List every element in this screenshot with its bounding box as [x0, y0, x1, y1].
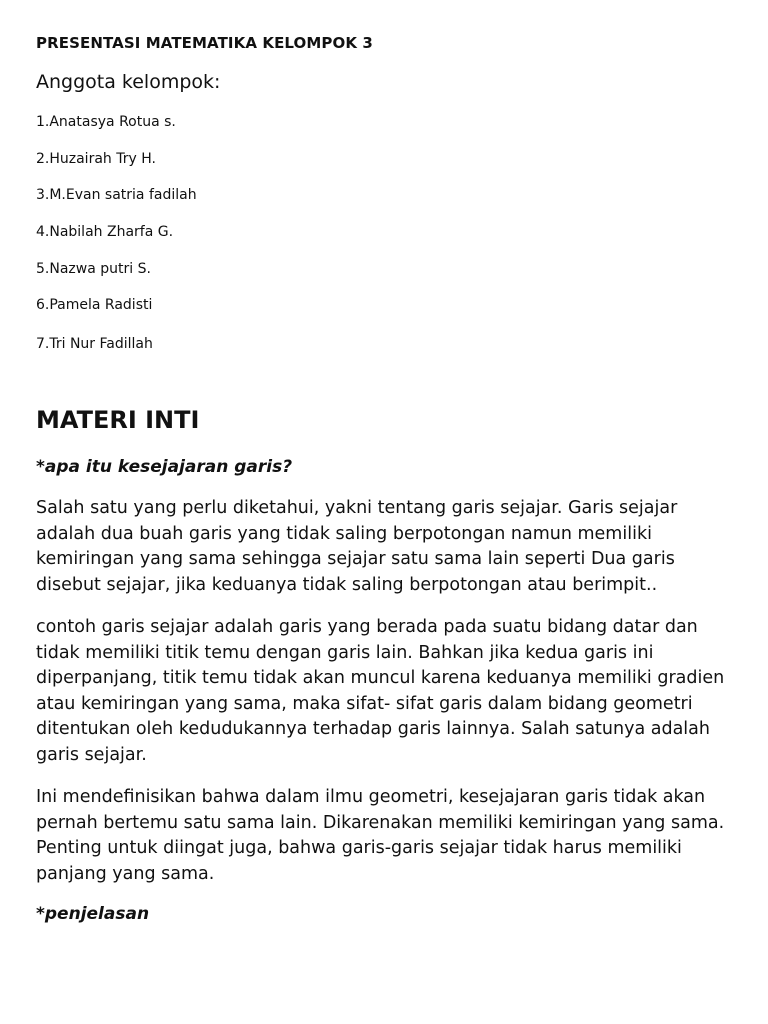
member-item: 7.Tri Nur Fadillah: [36, 336, 153, 352]
paragraph: contoh garis sejajar adalah garis yang berada pada suatu bidang datar dan tidak memiliki titik temu dengan garis lain. Bahkan jika kedua garis ini diperpanjang, titik temu tidak akan muncul karena keduanya memiliki gradien atau kemiringan yang sama, maka sifat- sifat garis dalam bidang geometri ditentukan oleh kedudukannya terhadap garis lainnya. Salah satunya adalah garis sejajar.: [36, 617, 725, 765]
paragraph: Ini mendefinisikan bahwa dalam ilmu geometri, kesejajaran garis tidak akan pernah bertemu satu sama lain. Dikarenakan memiliki kemiringan yang sama. Penting untuk diingat juga, bahwa garis-garis sejajar tidak harus memiliki panjang yang sama.: [36, 787, 725, 884]
subheading: [36, 904, 149, 924]
member-item: 5.Nazwa putri S.: [36, 261, 151, 277]
member-item: 4.Nabilah Zharfa G.: [36, 224, 174, 240]
section-heading: MATERI INTI: [36, 406, 200, 434]
paragraph: Salah satu yang perlu diketahui, yakni tentang garis sejajar. Garis sejajar adalah dua buah garis yang tidak saling berpotongan namun memiliki kemiringan yang sama sehingga sejajar satu sama lain seperti Dua garis disebut sejajar, jika keduanya tidak saling berpotongan atau berimpit..: [36, 498, 678, 595]
question-prefix: *: [36, 457, 45, 477]
document-title: PRESENTASI MATEMATIKA KELOMPOK 3: [36, 34, 373, 52]
subheading-prefix: *: [36, 904, 45, 924]
member-item: 2.Huzairah Try H.: [36, 151, 156, 167]
member-item: 3.M.Evan satria fadilah: [36, 187, 197, 203]
subheading-text: penjelasan: [44, 904, 150, 924]
question-heading: [36, 457, 292, 477]
member-item: 1.Anatasya Rotua s.: [36, 114, 176, 130]
members-heading: Anggota kelompok:: [36, 71, 221, 93]
member-item: 6.Pamela Radisti: [36, 297, 153, 313]
question-text: apa itu kesejajaran garis?: [44, 457, 293, 477]
